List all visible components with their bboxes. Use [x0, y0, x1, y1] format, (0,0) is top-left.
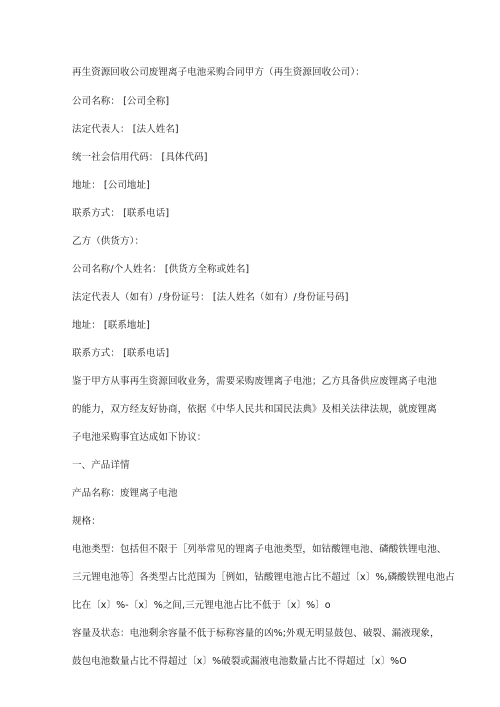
battery-type-line-2: 三元锂电池等］各类型占比范围为［例如，钴酸锂电池占比不超过〔x〕%,磷酸铁锂电池占 [72, 572, 455, 583]
preamble-line-2: 的能力，双方经友好协商，依据《中华人民共和国民法典》及相关法律法规，就废锂离 [72, 404, 437, 415]
party-a-address: 地址： [公司地址] [72, 180, 150, 191]
capacity-line-2: 鼓包电池数量占比不得超过〔x〕%破裂或漏液电池数量占比不得超过〔x〕%O [72, 656, 407, 667]
party-b-heading: 乙方（供货方）： [72, 236, 145, 247]
capacity-line-1: 容量及状态：电池剩余容量不低于标称容量的凶%;外观无明显鼓包、破裂、漏液现象， [72, 628, 440, 639]
party-b-address: 地址： [联系地址] [72, 320, 150, 331]
section-heading-product: 一、产品详情 [72, 460, 130, 471]
party-b-legal-rep-id: 法定代表人（如有）/身份证号： [法人姓名（如有）/身份证号码] [72, 292, 349, 303]
product-name: 产品名称：废锂离子电池 [72, 488, 178, 499]
party-b-contact: 联系方式： [联系电话] [72, 348, 170, 359]
party-a-contact: 联系方式： [联系电话] [72, 208, 170, 219]
party-a-legal-rep: 法定代表人： [法人姓名] [72, 124, 179, 135]
preamble-line-3: 子电池采购事宜达成如下协议： [72, 432, 207, 443]
battery-type-line-1: 电池类型：包括但不限于［列举常见的锂离子电池类型，如钴酸锂电池、磷酸铁锂电池、 [72, 544, 447, 555]
spec-label: 规格： [72, 516, 101, 527]
party-a-company-name: 公司名称： [公司全称] [72, 96, 170, 107]
contract-title: 再生资源回收公司废锂离子电池采购合同甲方（再生资源回收公司）： [72, 67, 365, 78]
preamble-line-1: 鉴于甲方从事再生资源回收业务，需要采购废锂离子电池；乙方具备供应废锂离子电池 [72, 376, 437, 387]
battery-type-line-3: 比在〔x〕%-〔x〕%之间,三元锂电池占比不低于〔x〕%〕o [72, 600, 331, 611]
party-b-name: 公司名称/个人姓名： [供货方全称或姓名] [72, 264, 250, 275]
party-a-credit-code: 统一社会信用代码： [具体代码] [72, 152, 208, 163]
